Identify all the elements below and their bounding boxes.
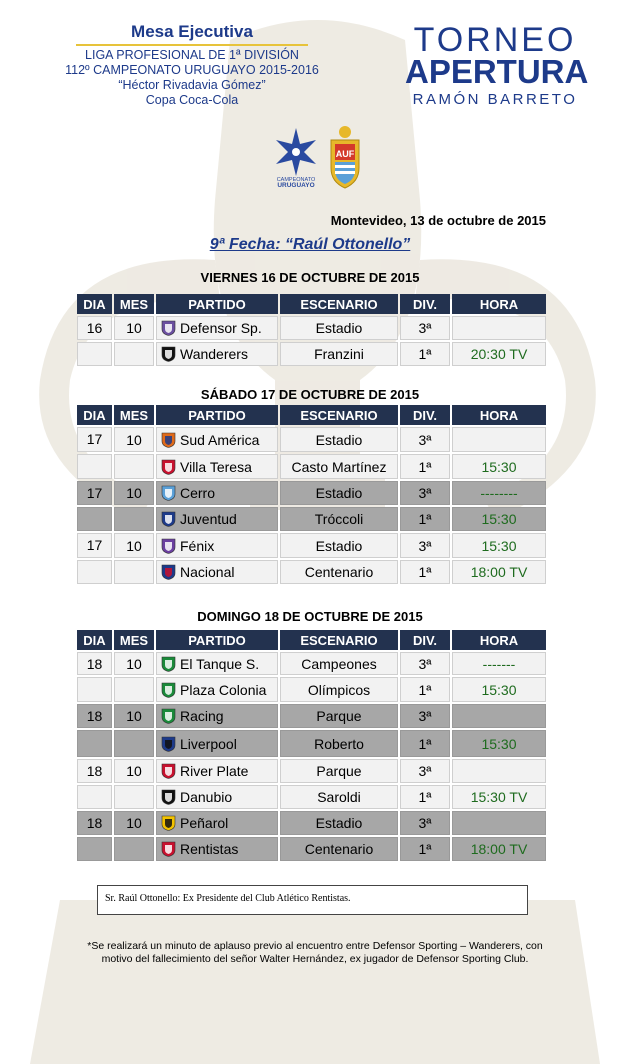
hora-cell: 20:30 TV <box>452 342 546 366</box>
escenario-cell: Estadio <box>280 427 398 452</box>
div-cell: 3ª <box>400 316 450 340</box>
table-row <box>77 507 546 531</box>
hora-cell: 15:30 <box>452 454 546 479</box>
team-cell <box>156 677 278 702</box>
table-row <box>77 481 546 505</box>
mes-cell <box>114 560 154 584</box>
hora-cell <box>452 704 546 728</box>
dia-cell: 18 <box>77 811 112 835</box>
table-header-row <box>77 294 546 314</box>
hora-cell: 15:30 <box>452 677 546 702</box>
team-name: Cerro <box>180 485 216 501</box>
table-row <box>77 811 546 835</box>
column-header-div: DIV. <box>400 405 450 425</box>
column-header-escenario: ESCENARIO <box>280 630 398 650</box>
logo-apertura-text: APERTURA <box>405 53 589 90</box>
logo-cu-line2: URUGUAYO <box>277 182 315 188</box>
escenario-cell: Campeones <box>280 652 398 675</box>
dia-cell <box>77 677 112 702</box>
div-cell: 3ª <box>400 533 450 558</box>
div-cell: 1ª <box>400 342 450 366</box>
escenario-cell: Franzini <box>280 342 398 366</box>
team-cell <box>156 316 278 340</box>
mes-cell: 10 <box>114 533 154 558</box>
day-title-viernes: VIERNES 16 DE OCTUBRE DE 2015 <box>200 270 420 285</box>
escenario-cell: Roberto <box>280 730 398 757</box>
mes-cell: 10 <box>114 652 154 675</box>
column-header-partido: PARTIDO <box>156 405 278 425</box>
team-name: Danubio <box>180 789 233 805</box>
mes-cell: 10 <box>114 704 154 728</box>
team-cell <box>156 507 278 531</box>
club-crest-icon <box>161 789 176 805</box>
hora-cell <box>452 811 546 835</box>
club-crest-icon <box>161 432 176 448</box>
team-name: Sud América <box>180 431 260 448</box>
mes-cell <box>114 507 154 531</box>
div-cell: 3ª <box>400 811 450 835</box>
header-line-division: LIGA PROFESIONAL DE 1ª DIVISIÓN <box>85 48 299 62</box>
table-row <box>77 785 546 809</box>
hora-cell: 18:00 TV <box>452 560 546 584</box>
table-row <box>77 560 546 584</box>
dia-cell: 18 <box>77 652 112 675</box>
league-header <box>62 22 322 108</box>
div-cell: 1ª <box>400 560 450 584</box>
dia-cell <box>77 560 112 584</box>
team-name: Villa Teresa <box>180 458 252 475</box>
column-header-mes: MES <box>114 630 154 650</box>
mes-cell <box>114 730 154 757</box>
team-name: Wanderers <box>180 346 248 362</box>
table-row <box>77 704 546 728</box>
dia-cell <box>77 342 112 366</box>
mes-cell: 10 <box>114 427 154 452</box>
schedule-table-viernes <box>75 292 548 368</box>
table-row <box>77 316 546 340</box>
club-crest-icon <box>161 564 176 580</box>
dia-cell <box>77 785 112 809</box>
club-crest-icon <box>161 763 176 779</box>
team-name: Liverpool <box>180 735 237 752</box>
team-name: Nacional <box>180 564 235 580</box>
mes-cell: 10 <box>114 759 154 783</box>
mes-cell <box>114 454 154 479</box>
city-date: Montevideo, 13 de octubre de 2015 <box>330 213 546 228</box>
div-cell: 1ª <box>400 837 450 861</box>
team-cell <box>156 811 278 835</box>
team-cell <box>156 837 278 861</box>
column-header-hora: HORA <box>452 405 546 425</box>
column-header-mes: MES <box>114 405 154 425</box>
mes-cell: 10 <box>114 481 154 505</box>
team-name: Peñarol <box>180 815 229 831</box>
column-header-dia: DIA <box>77 405 112 425</box>
div-cell: 1ª <box>400 677 450 702</box>
column-header-escenario: ESCENARIO <box>280 294 398 314</box>
team-name: River Plate <box>180 763 249 779</box>
club-crest-icon <box>161 346 176 362</box>
dia-cell: 18 <box>77 704 112 728</box>
div-cell: 1ª <box>400 785 450 809</box>
hora-cell <box>452 316 546 340</box>
team-name: Racing <box>180 708 224 724</box>
auf-letters: AUF <box>335 149 355 159</box>
day-title-domingo: DOMINGO 18 DE OCTUBRE DE 2015 <box>197 609 423 624</box>
column-header-div: DIV. <box>400 294 450 314</box>
team-cell <box>156 533 278 558</box>
logo-cu-line1: CAMPEONATO <box>276 177 316 183</box>
escenario-cell: Centenario <box>280 560 398 584</box>
escenario-cell: Estadio <box>280 533 398 558</box>
club-crest-icon <box>161 511 176 527</box>
table-row <box>77 533 546 558</box>
dia-cell: 18 <box>77 759 112 783</box>
column-header-partido: PARTIDO <box>156 294 278 314</box>
schedule-table-sabado <box>75 403 548 586</box>
team-name: Plaza Colonia <box>180 681 267 698</box>
table-header-row <box>77 405 546 425</box>
column-header-hora: HORA <box>452 294 546 314</box>
team-name: Juventud <box>180 511 237 527</box>
escenario-cell: Parque <box>280 759 398 783</box>
mes-cell <box>114 342 154 366</box>
table-row <box>77 454 546 479</box>
hora-cell: ------- <box>452 652 546 675</box>
hora-cell: -------- <box>452 481 546 505</box>
column-header-escenario: ESCENARIO <box>280 405 398 425</box>
table-row <box>77 730 546 757</box>
escenario-cell: Estadio <box>280 316 398 340</box>
team-name: Fénix <box>180 537 215 554</box>
team-name: Rentistas <box>180 841 239 857</box>
escenario-cell: Estadio <box>280 811 398 835</box>
team-cell <box>156 704 278 728</box>
hora-cell: 15:30 <box>452 507 546 531</box>
team-name: El Tanque S. <box>180 655 260 672</box>
escenario-cell: Tróccoli <box>280 507 398 531</box>
schedule-table-domingo <box>75 628 548 863</box>
club-crest-icon <box>161 459 176 475</box>
div-cell: 3ª <box>400 652 450 675</box>
header-line-campeonato: 112º CAMPEONATO URUGUAYO 2015-2016 <box>65 63 319 77</box>
div-cell: 3ª <box>400 759 450 783</box>
header-line-honoree: “Héctor Rivadavia Gómez” <box>118 78 266 92</box>
table-row <box>77 342 546 366</box>
club-crest-icon <box>161 708 176 724</box>
table-header-row <box>77 630 546 650</box>
escenario-cell: Estadio <box>280 481 398 505</box>
club-crest-icon <box>161 736 176 752</box>
fecha-title: 9ª Fecha: “Raúl Ottonello” <box>209 236 411 253</box>
team-cell <box>156 785 278 809</box>
club-crest-icon <box>161 682 176 698</box>
team-cell <box>156 342 278 366</box>
team-cell <box>156 759 278 783</box>
dia-cell <box>77 507 112 531</box>
column-header-dia: DIA <box>77 630 112 650</box>
club-crest-icon <box>161 656 176 672</box>
mes-cell <box>114 677 154 702</box>
header-line-sponsor: Copa Coca-Cola <box>145 93 239 107</box>
mes-cell: 10 <box>114 316 154 340</box>
dia-cell <box>77 730 112 757</box>
dia-cell <box>77 454 112 479</box>
div-cell: 3ª <box>400 427 450 452</box>
mes-cell: 10 <box>114 811 154 835</box>
dia-cell: 17 <box>77 481 112 505</box>
div-cell: 3ª <box>400 481 450 505</box>
team-name: Defensor Sp. <box>180 320 262 336</box>
team-cell <box>156 454 278 479</box>
team-cell <box>156 730 278 757</box>
div-cell: 1ª <box>400 507 450 531</box>
dia-cell <box>77 837 112 861</box>
dia-cell: 17 <box>77 427 112 452</box>
org-title: Mesa Ejecutiva <box>131 22 253 41</box>
table-row <box>77 427 546 452</box>
div-cell: 3ª <box>400 704 450 728</box>
hora-cell: 15:30 TV <box>452 785 546 809</box>
escenario-cell: Centenario <box>280 837 398 861</box>
column-header-div: DIV. <box>400 630 450 650</box>
campeonato-uruguayo-logo <box>268 126 324 188</box>
club-crest-icon <box>161 815 176 831</box>
column-header-partido: PARTIDO <box>156 630 278 650</box>
escenario-cell: Parque <box>280 704 398 728</box>
table-row <box>77 652 546 675</box>
club-crest-icon <box>161 841 176 857</box>
day-title-sabado: SÁBADO 17 DE OCTUBRE DE 2015 <box>200 387 420 402</box>
mes-cell <box>114 785 154 809</box>
header-divider <box>76 44 308 46</box>
team-cell <box>156 481 278 505</box>
column-header-dia: DIA <box>77 294 112 314</box>
team-cell <box>156 427 278 452</box>
hora-cell: 15:30 <box>452 533 546 558</box>
dia-cell: 17 <box>77 533 112 558</box>
escenario-cell: Olímpicos <box>280 677 398 702</box>
table-row <box>77 759 546 783</box>
table-row <box>77 837 546 861</box>
team-cell <box>156 652 278 675</box>
club-crest-icon <box>161 485 176 501</box>
table-row <box>77 677 546 702</box>
hora-cell: 15:30 <box>452 730 546 757</box>
logo-torneo-text: TORNEO <box>413 21 577 59</box>
column-header-hora: HORA <box>452 630 546 650</box>
dia-cell: 16 <box>77 316 112 340</box>
auf-crest-icon <box>327 124 363 190</box>
div-cell: 1ª <box>400 454 450 479</box>
hora-cell: 18:00 TV <box>452 837 546 861</box>
column-header-mes: MES <box>114 294 154 314</box>
honoree-note: Sr. Raúl Ottonello: Ex Presidente del Club Atlético Rentistas. <box>97 885 528 915</box>
team-cell <box>156 560 278 584</box>
club-crest-icon <box>161 538 176 554</box>
club-crest-icon <box>161 320 176 336</box>
hora-cell <box>452 759 546 783</box>
footnote: *Se realizará un minuto de aplauso previo al encuentro entre Defensor Sporting – Wanderers, con motivo del fallecimiento del señor Walter Hernández, ex jugador de Defensor Sporting Club. <box>87 940 543 965</box>
escenario-cell: Casto Martínez <box>280 454 398 479</box>
div-cell: 1ª <box>400 730 450 757</box>
mes-cell <box>114 837 154 861</box>
escenario-cell: Saroldi <box>280 785 398 809</box>
hora-cell <box>452 427 546 452</box>
logo-ramon-text: RAMÓN BARRETO <box>412 91 578 108</box>
tournament-logo <box>405 21 589 110</box>
